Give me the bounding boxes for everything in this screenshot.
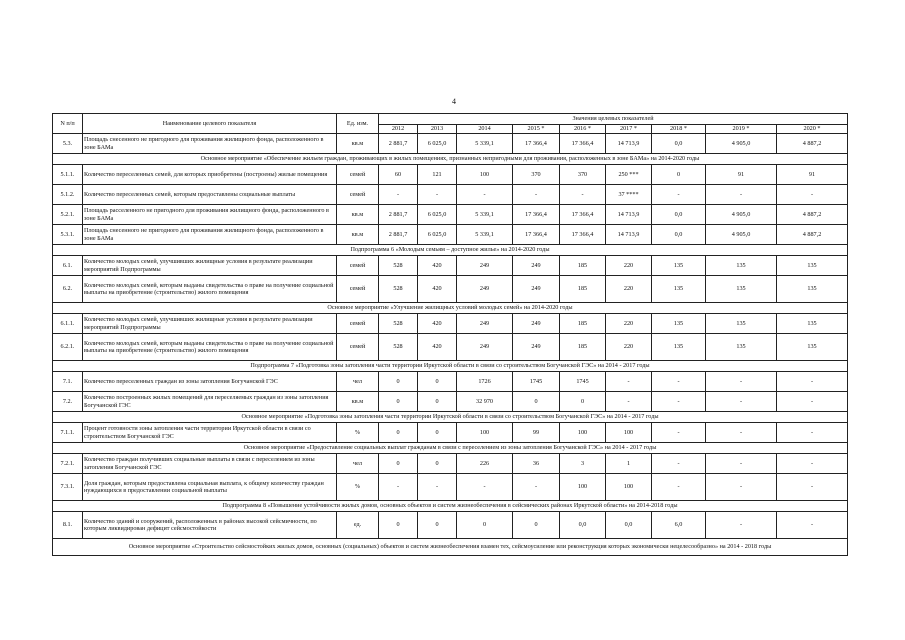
value-cell: 1 [606,454,652,474]
value-cell: 420 [418,256,457,276]
indicator-name: Количество молодых семей, которым выданы свидетельства о праве на получение социальной выплаты на приобретение (строительство) жилого помещения [83,334,337,361]
value-cell: 135 [652,314,706,334]
value-cell: 0 [513,512,560,539]
value-cell: 91 [706,165,777,185]
section-header-row [53,443,848,454]
value-cell: 100 [606,474,652,501]
value-cell: 220 [606,334,652,361]
value-cell: - [418,474,457,501]
value-cell: 36 [513,454,560,474]
value-cell: - [706,372,777,392]
unit-cell: семей [337,276,379,303]
value-cell: - [777,454,848,474]
indicator-name: Процент готовности зоны затопления части территории Иркутской области в связи со строительством Богучанской ГЭС [83,423,337,443]
value-cell: 5 339,1 [457,205,513,225]
indicator-name: Количество переселенных граждан из зоны затопления Богучанской ГЭС [83,372,337,392]
section-header-row [53,501,848,512]
value-cell: 135 [706,314,777,334]
value-cell: - [652,372,706,392]
value-cell: - [777,474,848,501]
header-year: 2012 [379,125,418,134]
header-year: 2016 * [560,125,606,134]
indicator-name: Количество молодых семей, улучшивших жилищные условия в результате реализации мероприятий Подпрограммы [83,256,337,276]
value-cell: 6 025,0 [418,225,457,245]
value-cell: 135 [652,276,706,303]
table-row [53,134,848,154]
unit-cell: кв.м [337,225,379,245]
value-cell: 3 [560,454,606,474]
value-cell: - [777,423,848,443]
indicator-name: Количество граждан получивших социальные выплаты в связи с переселением из зоны затопления Богучанской ГЭС [83,454,337,474]
value-cell: 17 366,4 [560,205,606,225]
value-cell: 370 [513,165,560,185]
value-cell: 420 [418,276,457,303]
value-cell: 0 [513,392,560,412]
section-header-row [53,361,848,372]
header-year: 2018 * [652,125,706,134]
value-cell: 1726 [457,372,513,392]
header-year: 2014 [457,125,513,134]
value-cell: 135 [777,276,848,303]
value-cell: - [652,454,706,474]
value-cell: 2 881,7 [379,205,418,225]
value-cell: 185 [560,314,606,334]
value-cell: - [706,392,777,412]
value-cell: 6 025,0 [418,205,457,225]
row-number: 6.2. [53,276,83,303]
value-cell: 0 [457,512,513,539]
unit-cell: семей [337,314,379,334]
section-header-row [53,154,848,165]
indicator-name: Количество молодых семей, которым выданы свидетельства о праве на получение социальной выплаты на приобретение (строительство) жилого помещения [83,276,337,303]
unit-cell: семей [337,334,379,361]
value-cell: - [379,474,418,501]
value-cell: - [652,423,706,443]
value-cell: - [457,474,513,501]
value-cell: 0 [379,392,418,412]
section-header-row [53,412,848,423]
value-cell: 17 366,4 [560,134,606,154]
value-cell: - [652,474,706,501]
section-title: Подпрограмма 8 «Повышение устойчивости жилых домов, основных объектов и систем жизнеобеспечения в сейсмических районах Иркутской области» на 2014-2018 годы [53,501,848,512]
value-cell: - [777,372,848,392]
value-cell: 0 [418,372,457,392]
value-cell: 100 [457,165,513,185]
row-number: 6.2.1. [53,334,83,361]
value-cell: 528 [379,256,418,276]
value-cell: 220 [606,314,652,334]
indicator-name: Площадь снесенного не пригодного для проживания жилищного фонда, расположенного в зоне БАМа [83,134,337,154]
table-row [53,276,848,303]
value-cell: 6,0 [652,512,706,539]
value-cell: 4 905,0 [706,205,777,225]
indicator-name: Площадь снесенного не пригодного для проживания жилищного фонда, расположенного в зоне БАМа [83,225,337,245]
value-cell: 60 [379,165,418,185]
value-cell: 185 [560,276,606,303]
section-header-row [53,303,848,314]
value-cell: - [606,372,652,392]
value-cell: - [706,185,777,205]
section-title: Основное мероприятие «Предоставление социальных выплат гражданам в связи с переселением из зоны затопления Богучанской ГЭС» на 2014 - 2017 годы [53,443,848,454]
value-cell: 121 [418,165,457,185]
section-title: Основное мероприятие «Обеспечение жильем граждан, проживающих в жилых помещениях, признанных непригодными для проживания, расположенных в зоне БАМа» на 2014-2020 годы [53,154,848,165]
value-cell: 0 [379,512,418,539]
value-cell: 249 [513,314,560,334]
table-row [53,512,848,539]
value-cell: - [606,392,652,412]
value-cell: 0 [418,512,457,539]
row-number: 7.2.1. [53,454,83,474]
row-number: 5.2.1. [53,205,83,225]
value-cell: 135 [706,334,777,361]
row-number: 5.3.1. [53,225,83,245]
value-cell: 0 [418,423,457,443]
value-cell: 135 [777,256,848,276]
indicator-name: Количество переселенных семей, для которых приобретены (построены) жилые помещения [83,165,337,185]
value-cell: 220 [606,256,652,276]
table-row [53,372,848,392]
value-cell: 4 887,2 [777,225,848,245]
row-number: 7.3.1. [53,474,83,501]
value-cell: 420 [418,334,457,361]
target-indicators-table [52,113,848,556]
value-cell: 135 [652,256,706,276]
value-cell: 37 **** [606,185,652,205]
value-cell: 135 [706,276,777,303]
value-cell: 420 [418,314,457,334]
value-cell: 185 [560,256,606,276]
value-cell: - [418,185,457,205]
value-cell: 1745 [513,372,560,392]
row-number: 5.1.2. [53,185,83,205]
value-cell: - [379,185,418,205]
value-cell: 100 [606,423,652,443]
value-cell: 0 [379,454,418,474]
value-cell: - [652,185,706,205]
value-cell: - [706,474,777,501]
indicator-name: Количество переселенных семей, которым предоставлены социальные выплаты [83,185,337,205]
value-cell: 0,0 [652,225,706,245]
value-cell: 249 [457,334,513,361]
unit-cell: % [337,423,379,443]
value-cell: 249 [513,334,560,361]
section-title: Основное мероприятие «Подготовка зоны затопления части территории Иркутской области в связи со строительством Богучанской ГЭС» на 2014 - 2017 годы [53,412,848,423]
value-cell: - [706,512,777,539]
value-cell: 0 [652,165,706,185]
unit-cell: кв.м [337,392,379,412]
value-cell: 1745 [560,372,606,392]
value-cell: 249 [457,314,513,334]
table-row [53,185,848,205]
section-title: Основное мероприятие «Строительство сейсмостойких жилых домов, основных (социальных) объектов и систем жизнеобеспечения взамен тех, сейсмоусиление или реконструкция которых экономически нецелесообразно» на 2014 - 2018 годы [53,539,848,556]
table-row [53,454,848,474]
unit-cell: ед. [337,512,379,539]
row-number: 7.1.1. [53,423,83,443]
value-cell: 249 [513,276,560,303]
indicator-name: Доля граждан, которым предоставлена социальная выплата, к общему количеству граждан нуждающихся в предоставлении социальной выплаты [83,474,337,501]
value-cell: - [560,185,606,205]
value-cell: 249 [513,256,560,276]
value-cell: 249 [457,276,513,303]
value-cell: 6 025,0 [418,134,457,154]
value-cell: 14 713,9 [606,205,652,225]
value-cell: 4 887,2 [777,134,848,154]
row-number: 5.1.1. [53,165,83,185]
value-cell: 17 366,4 [513,225,560,245]
value-cell: 250 *** [606,165,652,185]
table-row [53,165,848,185]
value-cell: - [706,454,777,474]
unit-cell: семей [337,165,379,185]
value-cell: 135 [777,314,848,334]
header-year: 2015 * [513,125,560,134]
value-cell: 2 881,7 [379,225,418,245]
value-cell: 100 [560,423,606,443]
row-number: 5.3. [53,134,83,154]
value-cell: 32 970 [457,392,513,412]
header-year: 2020 * [777,125,848,134]
value-cell: 17 366,4 [513,134,560,154]
value-cell: 0 [379,423,418,443]
header-year: 2013 [418,125,457,134]
indicator-name: Количество построенных жилых помещений для переселяемых граждан из зоны затопления Богучанской ГЭС [83,392,337,412]
value-cell: 5 339,1 [457,225,513,245]
value-cell: 14 713,9 [606,225,652,245]
value-cell: 4 905,0 [706,134,777,154]
unit-cell: семей [337,185,379,205]
value-cell: 0 [560,392,606,412]
value-cell: 4 887,2 [777,205,848,225]
header-year: 2019 * [706,125,777,134]
value-cell: 135 [777,334,848,361]
row-number: 6.1.1. [53,314,83,334]
value-cell: - [513,185,560,205]
value-cell: 249 [457,256,513,276]
header-num: N п/п [53,114,83,134]
table-row [53,256,848,276]
table-row [53,392,848,412]
section-header-row [53,245,848,256]
table-row [53,205,848,225]
section-title: Основное мероприятие «Улучшение жилищных условий молодых семей» на 2014-2020 годы [53,303,848,314]
value-cell: 220 [606,276,652,303]
unit-cell: % [337,474,379,501]
value-cell: 0,0 [652,134,706,154]
table-row [53,474,848,501]
value-cell: - [457,185,513,205]
value-cell: - [652,392,706,412]
value-cell: 528 [379,314,418,334]
unit-cell: чел [337,454,379,474]
value-cell: 528 [379,276,418,303]
value-cell: 528 [379,334,418,361]
value-cell: 370 [560,165,606,185]
value-cell: 0,0 [652,205,706,225]
value-cell: 135 [652,334,706,361]
value-cell: 135 [706,256,777,276]
value-cell: 17 366,4 [560,225,606,245]
indicator-name: Количество зданий и сооружений, расположенных в районах высокой сейсмичности, по которым ликвидирован дефицит сейсмостойкости [83,512,337,539]
header-unit: Ед. изм. [337,114,379,134]
unit-cell: кв.м [337,205,379,225]
header-name: Наименование целевого показателя [83,114,337,134]
value-cell: 17 366,4 [513,205,560,225]
section-header-row [53,539,848,556]
row-number: 6.1. [53,256,83,276]
row-number: 7.2. [53,392,83,412]
value-cell: 2 881,7 [379,134,418,154]
value-cell: 100 [560,474,606,501]
header-values-title: Значения целевых показателей [379,114,848,125]
value-cell: 91 [777,165,848,185]
value-cell: 0 [418,454,457,474]
row-number: 7.1. [53,372,83,392]
value-cell: - [706,423,777,443]
value-cell: 0 [379,372,418,392]
value-cell: 4 905,0 [706,225,777,245]
value-cell: 100 [457,423,513,443]
header-year: 2017 * [606,125,652,134]
value-cell: 226 [457,454,513,474]
section-title: Подпрограмма 6 «Молодым семьям – доступное жилье» на 2014-2020 годы [53,245,848,256]
table-row [53,314,848,334]
value-cell: - [513,474,560,501]
value-cell: 14 713,9 [606,134,652,154]
table-row [53,423,848,443]
value-cell: 185 [560,334,606,361]
indicator-name: Количество молодых семей, улучшивших жилищные условия в результате реализации мероприятий Подпрограммы [83,314,337,334]
value-cell: - [777,512,848,539]
table-row [53,225,848,245]
unit-cell: семей [337,256,379,276]
value-cell: - [777,185,848,205]
unit-cell: кв.м [337,134,379,154]
indicator-name: Площадь расселенного не пригодного для проживания жилищного фонда, расположенного в зоне БАМа [83,205,337,225]
table-body [53,134,848,556]
value-cell: - [777,392,848,412]
value-cell: 0,0 [560,512,606,539]
row-number: 8.1. [53,512,83,539]
value-cell: 5 339,1 [457,134,513,154]
value-cell: 0,0 [606,512,652,539]
value-cell: 99 [513,423,560,443]
page-number: 4 [452,97,456,106]
section-title: Подпрограмма 7 «Подготовка зоны затопления части территории Иркутской области в связи со строительством Богучанской ГЭС» на 2014 - 2017 годы [53,361,848,372]
value-cell: 0 [418,392,457,412]
unit-cell: чел [337,372,379,392]
table-row [53,334,848,361]
